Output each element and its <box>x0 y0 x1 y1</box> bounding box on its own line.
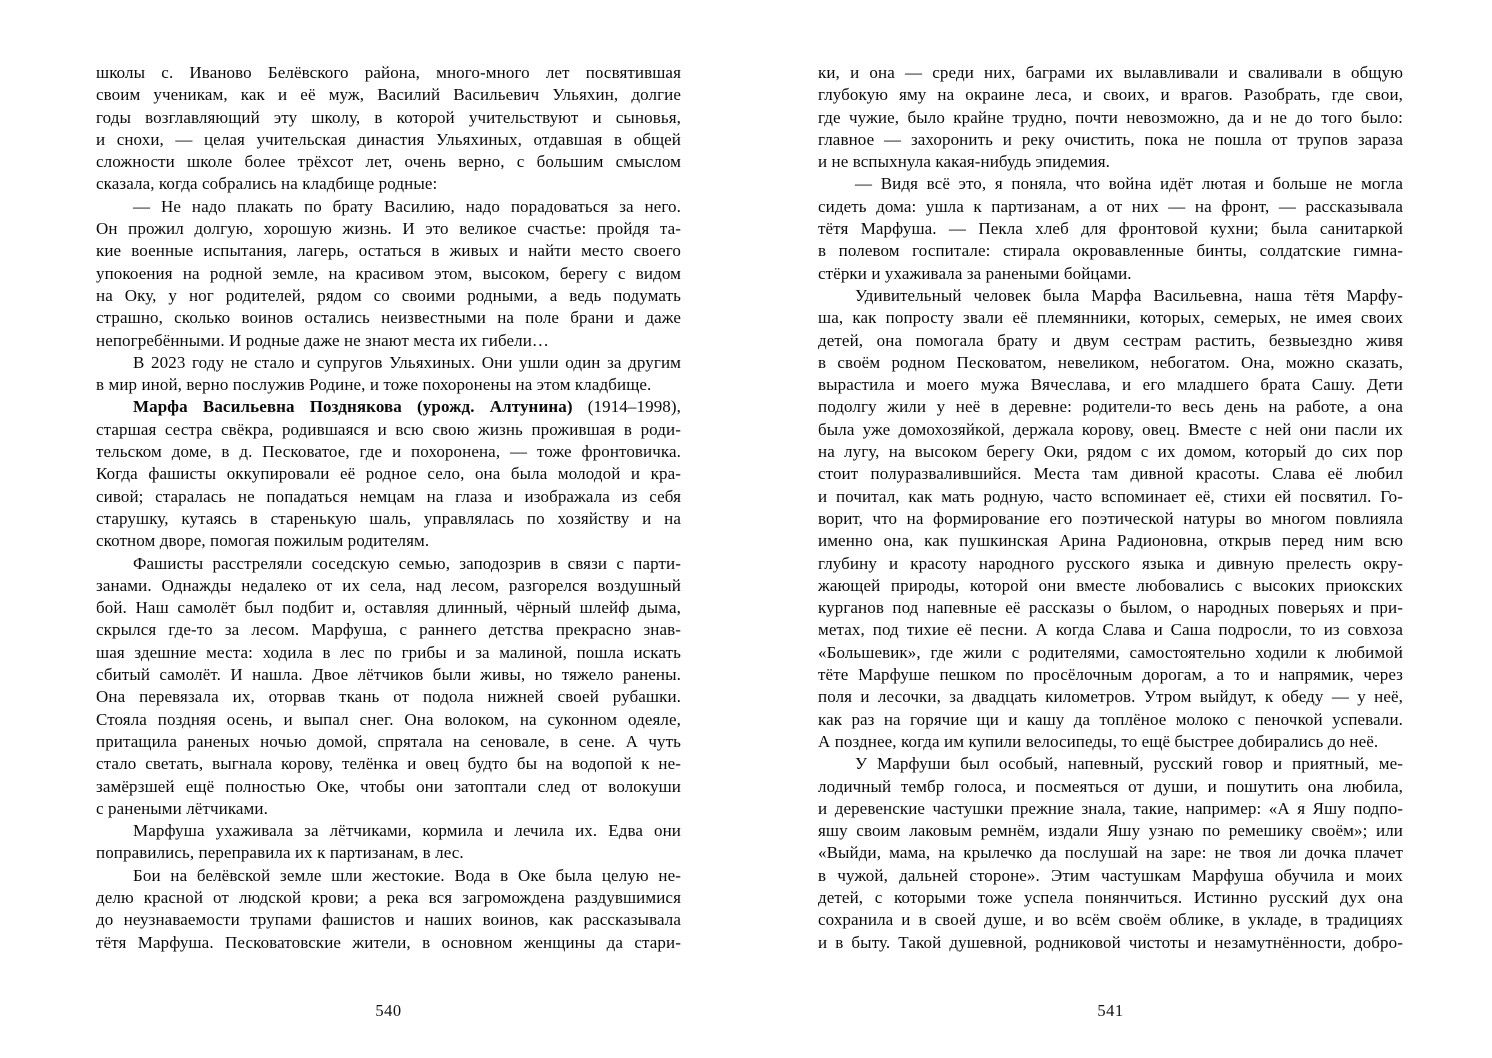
text-line: Стояла поздняя осень, и выпал снег. Она волоком, на суконном одеяле, <box>96 709 681 729</box>
text-line: своим ученикам, как и её муж, Василий Васильевич Ульяхин, долгие <box>96 85 681 105</box>
text-line: подолгу жили у неё в деревне: родители-то весь день на работе, а она <box>818 397 1403 417</box>
text-line: А позднее, когда им купили велосипеды, то ещё быстрее добирались до неё. <box>818 731 1379 751</box>
text-line: метах, под тихие её песни. А когда Слава и Саша подросли, то из совхоза <box>818 620 1403 640</box>
text-line: лодичный тембр голоса, и посмеяться от души, и пошутить она любила, <box>818 776 1403 796</box>
text-line: ша, как попросту звали её племянники, которых, семерых, не имея своих <box>818 308 1403 328</box>
text-line: и почитал, как мать родную, часто вспоминает её, стихи ей посвятил. Го- <box>818 486 1403 506</box>
text-line: стало светать, выгнала корову, телёнка и овец будто бы на водопой к не- <box>96 754 681 774</box>
text-line: «Большевик», где жили с родителями, самостоятельно ходили к любимой <box>818 642 1403 662</box>
text-line: стёрки и ухаживала за ранеными бойцами. <box>818 263 1132 283</box>
text-line: шая здешние места: ходила в лес по грибы и за малиной, пошла искать <box>96 642 681 662</box>
text-line: до неузнаваемости трупами фашистов и наших воинов, как рассказывала <box>96 910 681 930</box>
text-line: Когда фашисты оккупировали её родное село, она была молодой и кра- <box>96 464 681 484</box>
text-line: главное — захоронить и реку очистить, пока не пошла от трупов зараза <box>818 129 1403 149</box>
text-line: и снохи, — целая учительская династия Ульяхиных, отдавшая в общей <box>96 129 681 149</box>
text-line: стоит полуразвалившийся. Места там дивной красоты. Слава её любил <box>818 464 1403 484</box>
text-line: где чужие, было крайне трудно, почти невозможно, да и не до того было: <box>818 107 1403 127</box>
text-line: сидеть дома: ушла к партизанам, а от них — на фронт, — рассказывала <box>818 196 1403 216</box>
text-line: тёте Марфуше пешком по просёлочным дорогам, а то и напрямик, через <box>818 665 1403 685</box>
text-line: на лугу, на высоком берегу Оки, рядом с их домом, который до сих пор <box>818 442 1403 462</box>
page-right <box>818 62 1403 1021</box>
text-line: тётя Марфуша. Песковатовские жители, в основном женщины да стари- <box>96 932 681 952</box>
text-line: сивой; старалась не попадаться немцам на глаза и изображала из себя <box>96 486 681 506</box>
text-line: старушку, кутаясь в старенькую шаль, управлялась по хозяйству и на <box>96 508 681 528</box>
text-line: сложности школе более трёхсот лет, очень верно, с большим смыслом <box>96 152 681 172</box>
text-line: поля и лесочки, за двадцать километров. Утром выйдут, к обеду — у неё, <box>818 687 1403 707</box>
text-line: сохранила и в своей душе, и во всём своём облике, в укладе, в традициях <box>818 910 1403 930</box>
text-line: вырастила и моего мужа Вячеслава, и его младшего брата Сашу. Дети <box>818 375 1403 395</box>
text-line: детей, она помогала брату и двум сестрам растить, безвыездно живя <box>818 330 1403 350</box>
text-line: в чужой, дальней стороне». Этим частушкам Марфуша обучила и моих <box>818 865 1403 885</box>
text-line: В 2023 году не стало и супругов Ульяхиных. Они ушли один за другим <box>133 352 681 372</box>
text-line: бой. Наш самолёт был подбит и, оставляя длинный, чёрный шлейф дыма, <box>96 598 681 618</box>
text-line: Фашисты расстреляли соседскую семью, заподозрив в связи с парти- <box>133 553 681 573</box>
text-line: сбитый самолёт. И нашла. Двое лётчиков были живы, но тяжело ранены. <box>96 665 681 685</box>
text-line: в мир иной, верно послужив Родине, и тоже похоронены на этом кладбище. <box>96 375 652 395</box>
text-line: и деревенские частушки прежние знала, такие, например: «А я Яшу подпо- <box>818 798 1403 818</box>
page-body <box>818 62 1403 954</box>
text-line: тётя Марфуша. — Пекла хлеб для фронтовой кухни; была санитаркой <box>818 219 1403 239</box>
text-line: как раз на горячие щи и кашу да топлёное молоко с пеночкой успевали. <box>818 709 1403 729</box>
text-line: занами. Однажды недалеко от их села, над лесом, разгорелся воздушный <box>96 575 681 595</box>
text-line: годы возглавляющий эту школу, в которой учительствуют и сыновья, <box>96 107 681 127</box>
text-line: яшу своим лаковым ремнём, издали Яшу узнаю по ремешику своём»; или <box>818 821 1403 841</box>
text-line: школы с. Иваново Белёвского района, много-много лет посвятившая <box>96 63 681 82</box>
text-line: на Оку, у ног родителей, рядом со своими родными, а ведь подумать <box>96 285 681 305</box>
text-line: поправились, переправила их к партизанам, в лес. <box>96 843 464 863</box>
text-line: упокоения на родной земле, на красивом этом, высоком, берегу с видом <box>96 263 681 283</box>
page-number: 540 <box>375 1000 402 1020</box>
text-line: Он прожил долгую, хорошую жизнь. И это великое счастье: пройдя та- <box>96 219 681 239</box>
text-line: курганов под напевные её рассказы о былом, о народных поверьях и при- <box>818 598 1403 618</box>
text-line: скрылся где-то за лесом. Марфуша, с раннего детства прекрасно знав- <box>96 620 681 640</box>
page-number: 541 <box>1097 1000 1124 1020</box>
text-line: — Не надо плакать по брату Василию, надо порадоваться за него. <box>133 196 681 216</box>
text-line: и не вспыхнула какая-нибудь эпидемия. <box>818 152 1111 172</box>
text-line: замёрзшей ещё полностью Оке, чтобы они затоптали след от волокуши <box>96 776 681 796</box>
text-line: была уже домохозяйкой, держала корову, овец. Вместе с ней они пасли их <box>818 419 1403 439</box>
text-line: ворит, что на формирование его поэтической натуры во многом повлияла <box>818 508 1403 528</box>
text-line: Удивительный человек была Марфа Васильевна, наша тётя Марфу- <box>855 285 1403 305</box>
text-line: — Видя всё это, я поняла, что война идёт лютая и больше не могла <box>855 174 1403 194</box>
text-line: детей, с которыми тоже успела понянчиться. Истинно русский дух она <box>818 887 1403 907</box>
text-line: кие военные испытания, лагерь, остаться в живых и найти место своего <box>96 241 681 261</box>
text-line: Марфуша ухаживала за лётчиками, кормила и лечила их. Едва они <box>133 821 681 841</box>
text-line: «Выйди, мама, на крылечко да послушай на заре: не твоя ли дочка плачет <box>818 843 1403 863</box>
text-line: сказала, когда собрались на кладбище родные: <box>96 174 438 194</box>
text-line: именно она, как пушкинская Арина Радионовна, открыв перед ним всю <box>818 531 1403 551</box>
text-line: непогребёнными. И родные даже не знают места их гибели… <box>96 330 550 350</box>
text-line: скотном дворе, помогая пожилым родителям. <box>96 531 430 551</box>
text-line: и в быту. Такой душевной, родниковой чистоты и незамутнённости, добро- <box>818 932 1403 952</box>
text-line: У Марфуши был особый, напевный, русский говор и приятный, ме- <box>855 754 1403 774</box>
page-left <box>96 62 681 1021</box>
text-line: с ранеными лётчиками. <box>96 798 268 818</box>
text-line: в своём родном Песковатом, невеликом, небогатом. Она, можно сказать, <box>818 352 1403 372</box>
text-line: тельском доме, в д. Песковатое, где и похоронена, — тоже фронтовичка. <box>96 442 681 462</box>
text-line: делю красной от людской крови; а река вся загромождена раздувшимися <box>96 887 681 907</box>
text-line: глубокую яму на окраине леса, и своих, и врагов. Разобрать, где свои, <box>818 85 1403 105</box>
text-line: ки, и она — среди них, баграми их вылавливали и сваливали в общую <box>818 63 1403 82</box>
text-line: старшая сестра свёкра, родившаяся и всю свою жизнь прожившая в роди- <box>96 419 681 439</box>
page-body <box>96 62 681 954</box>
text-line: Бои на белёвской земле шли жестокие. Вода в Оке была целую не- <box>133 865 681 885</box>
text-line: глубину и красоту народного русского языка и дивную прелесть окру- <box>818 553 1403 573</box>
text-line: страшно, сколько воинов остались неизвестными на поле брани и даже <box>96 308 681 328</box>
text-line: в полевом госпитале: стирала окровавленные бинты, солдатские гимна- <box>818 241 1403 261</box>
text-line: жающей природы, которой они вместе любовались с высоких приокских <box>818 575 1403 595</box>
text-line: притащила раненых ночью домой, спрятала на сеновале, в сене. А чуть <box>96 731 681 751</box>
text-line: Она перевязала их, оторвав ткань от подола нижней своей рубашки. <box>96 687 681 707</box>
text-line: Марфа Васильевна Позднякова (урожд. Алтунина) (1914–1998), <box>133 397 681 417</box>
